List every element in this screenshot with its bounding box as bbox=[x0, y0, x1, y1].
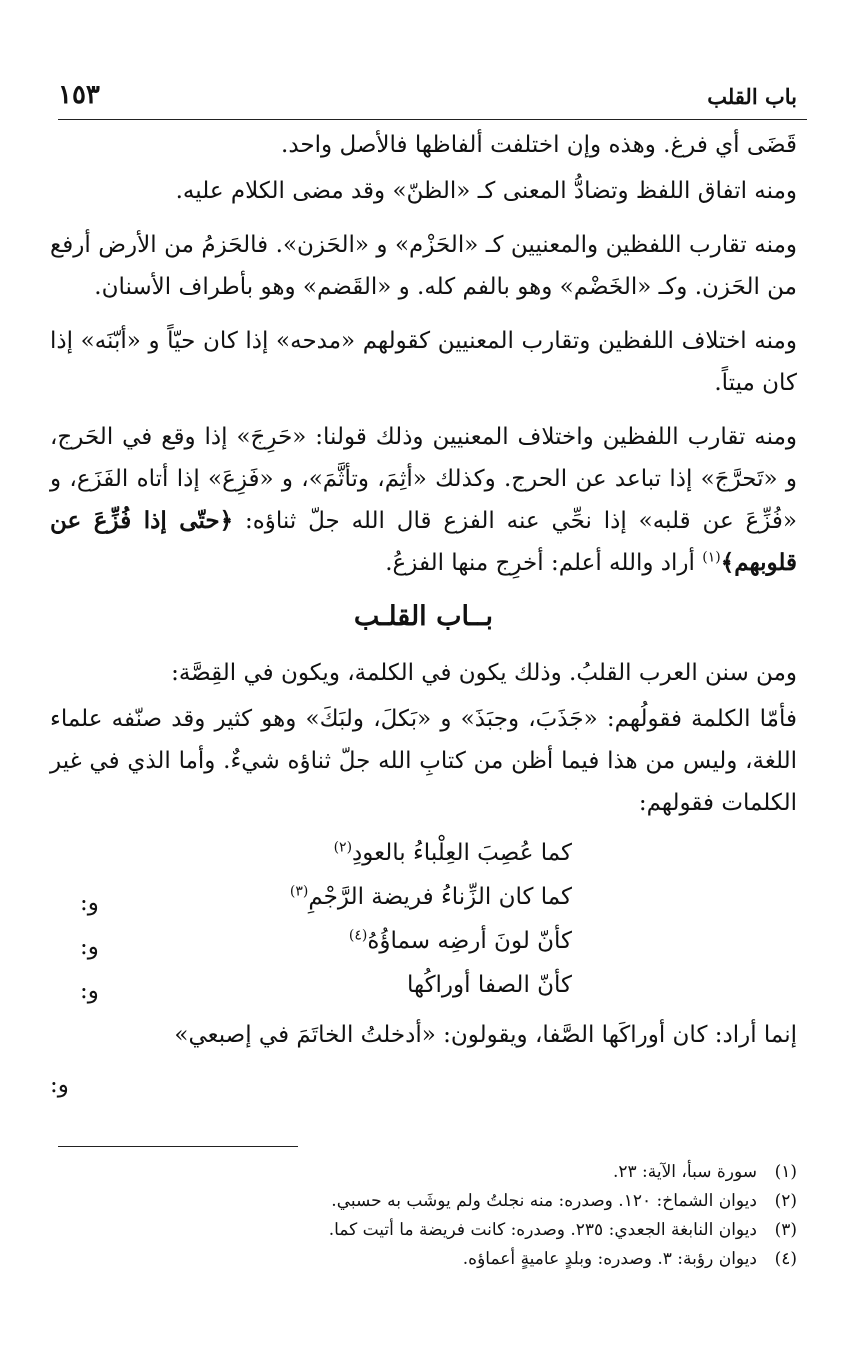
verse-text bbox=[290, 876, 572, 918]
verse-block bbox=[50, 832, 797, 1008]
paragraph bbox=[50, 416, 797, 584]
verse-words: كأنّ لونَ أرضِه سماؤُهُ bbox=[367, 928, 572, 954]
header-rule bbox=[58, 119, 807, 120]
verse-marker: و: bbox=[80, 934, 99, 960]
footnote-text: ديوان النابغة الجعدي: ٢٣٥. وصدره: كانت فريضة ما أتيت كما. bbox=[328, 1220, 757, 1240]
footnote-rule bbox=[58, 1146, 298, 1147]
paragraph-text: أراد والله أعلم: أخرِج منها الفزعُ. bbox=[385, 550, 695, 576]
verse-text bbox=[349, 920, 572, 962]
verse-marker: و: bbox=[80, 978, 99, 1004]
page-number: ١٥٣ bbox=[58, 80, 100, 110]
paragraph: ومنه تقارب اللفظين والمعنيين كـ «الحَزْم» و «الحَزن». فالحَزمُ من الأرض أرفع من الحَزن. وكـ «الخَضْم» وهو بالفم كله. و «القَضم» وهو بأطراف الأسنان. bbox=[50, 232, 797, 300]
footnote-number: (٣) bbox=[774, 1220, 797, 1240]
paragraph: إنما أراد: كان أوراكَها الصَّفا، ويقولون: «أدخلتُ الخاتَمَ في إصبعي» bbox=[174, 1022, 797, 1048]
footnote bbox=[58, 1158, 797, 1187]
paragraph-text: ومنه تقارب اللفظين واختلاف المعنيين وذلك قولنا: «حَرِجَ» إذا وقع في الحَرج، و «تَحرَّجَ» إذا تباعد عن الحرج. وكذلك «أثِمَ، وتأثَّمَ»، و «فَزِعَ» إذا أتاه الفَزَع، و «فُزِّعَ عن قلبه» إذا نحِّي عنه الفزع قال الله جلّ ثناؤه: bbox=[50, 424, 798, 534]
verse-line bbox=[50, 832, 797, 876]
footnote-ref: (٣) bbox=[289, 883, 309, 900]
footnote-text: ديوان الشماخ: ١٢٠. وصدره: منه نجلتُ ولم يوشَب به حسبي. bbox=[331, 1191, 757, 1211]
footnote bbox=[58, 1216, 797, 1245]
verse-line bbox=[50, 964, 797, 1008]
footnote-number: (٢) bbox=[774, 1191, 797, 1211]
verse-words: كما عُصِبَ العِلْباءُ بالعودِ bbox=[352, 840, 572, 866]
verse-words: كما كان الزِّناءُ فريضة الرَّجْمِ bbox=[308, 884, 572, 910]
paragraph: قَضَى أي فرغ. وهذه وإن اختلفت ألفاظها فالأصل واحد. bbox=[281, 132, 797, 158]
paragraph: ومنه اتفاق اللفظ وتضادُّ المعنى كـ «الظنّ» وقد مضى الكلام عليه. bbox=[175, 178, 797, 204]
verse-line bbox=[50, 876, 797, 920]
verse-marker: و: bbox=[80, 890, 99, 916]
page-header bbox=[58, 80, 797, 118]
paragraph: ومن سنن العرب القلبُ. وذلك يكون في الكلمة، ويكون في القِصَّة: bbox=[171, 660, 797, 686]
footnote-number: (١) bbox=[774, 1162, 797, 1182]
verse-text bbox=[334, 832, 572, 874]
footnote bbox=[58, 1245, 797, 1274]
paragraph: ومنه اختلاف اللفظين وتقارب المعنيين كقولهم «مدحه» إذا كان حيّاً و «أبّنَه» إذا كان ميتاً. bbox=[50, 328, 797, 396]
footnote-ref: (٢) bbox=[333, 839, 353, 856]
footnote-ref: (٤) bbox=[348, 927, 368, 944]
footnote-ref: (١) bbox=[702, 549, 721, 566]
quran-quote: ﴿حتّى إذا فُزِّعَ عن قلوبهم﴾ bbox=[50, 507, 797, 576]
main-text bbox=[50, 124, 797, 1118]
paragraph: و: bbox=[50, 1072, 69, 1098]
section-title: بــاب القلـب bbox=[353, 601, 494, 632]
paragraph: فأمّا الكلمة فقولُهم: «جَذَبَ، وجبَذَ» و «بَكلَ، ولبَكَ» وهو كثير وقد صنّفه علماء اللغة، وليس من هذا فيما أظن من كتابِ الله جلّ ثناؤه شيءٌ. وأما الذي في غير الكلمات فقولهم: bbox=[50, 706, 797, 816]
footnote-number: (٤) bbox=[774, 1249, 797, 1269]
footnote-text: سورة سبأ، الآية: ٢٣. bbox=[612, 1162, 757, 1182]
footnote-text: ديوان رؤبة: ٣. وصدره: وبلدٍ عاميةٍ أعماؤه. bbox=[462, 1249, 757, 1269]
footnote bbox=[58, 1187, 797, 1216]
running-title: باب القلب bbox=[707, 84, 797, 109]
verse-words: كأنّ الصفا أوراكُها bbox=[406, 972, 572, 998]
footnotes bbox=[58, 1158, 797, 1274]
verse-line bbox=[50, 920, 797, 964]
verse-text bbox=[407, 964, 572, 1006]
